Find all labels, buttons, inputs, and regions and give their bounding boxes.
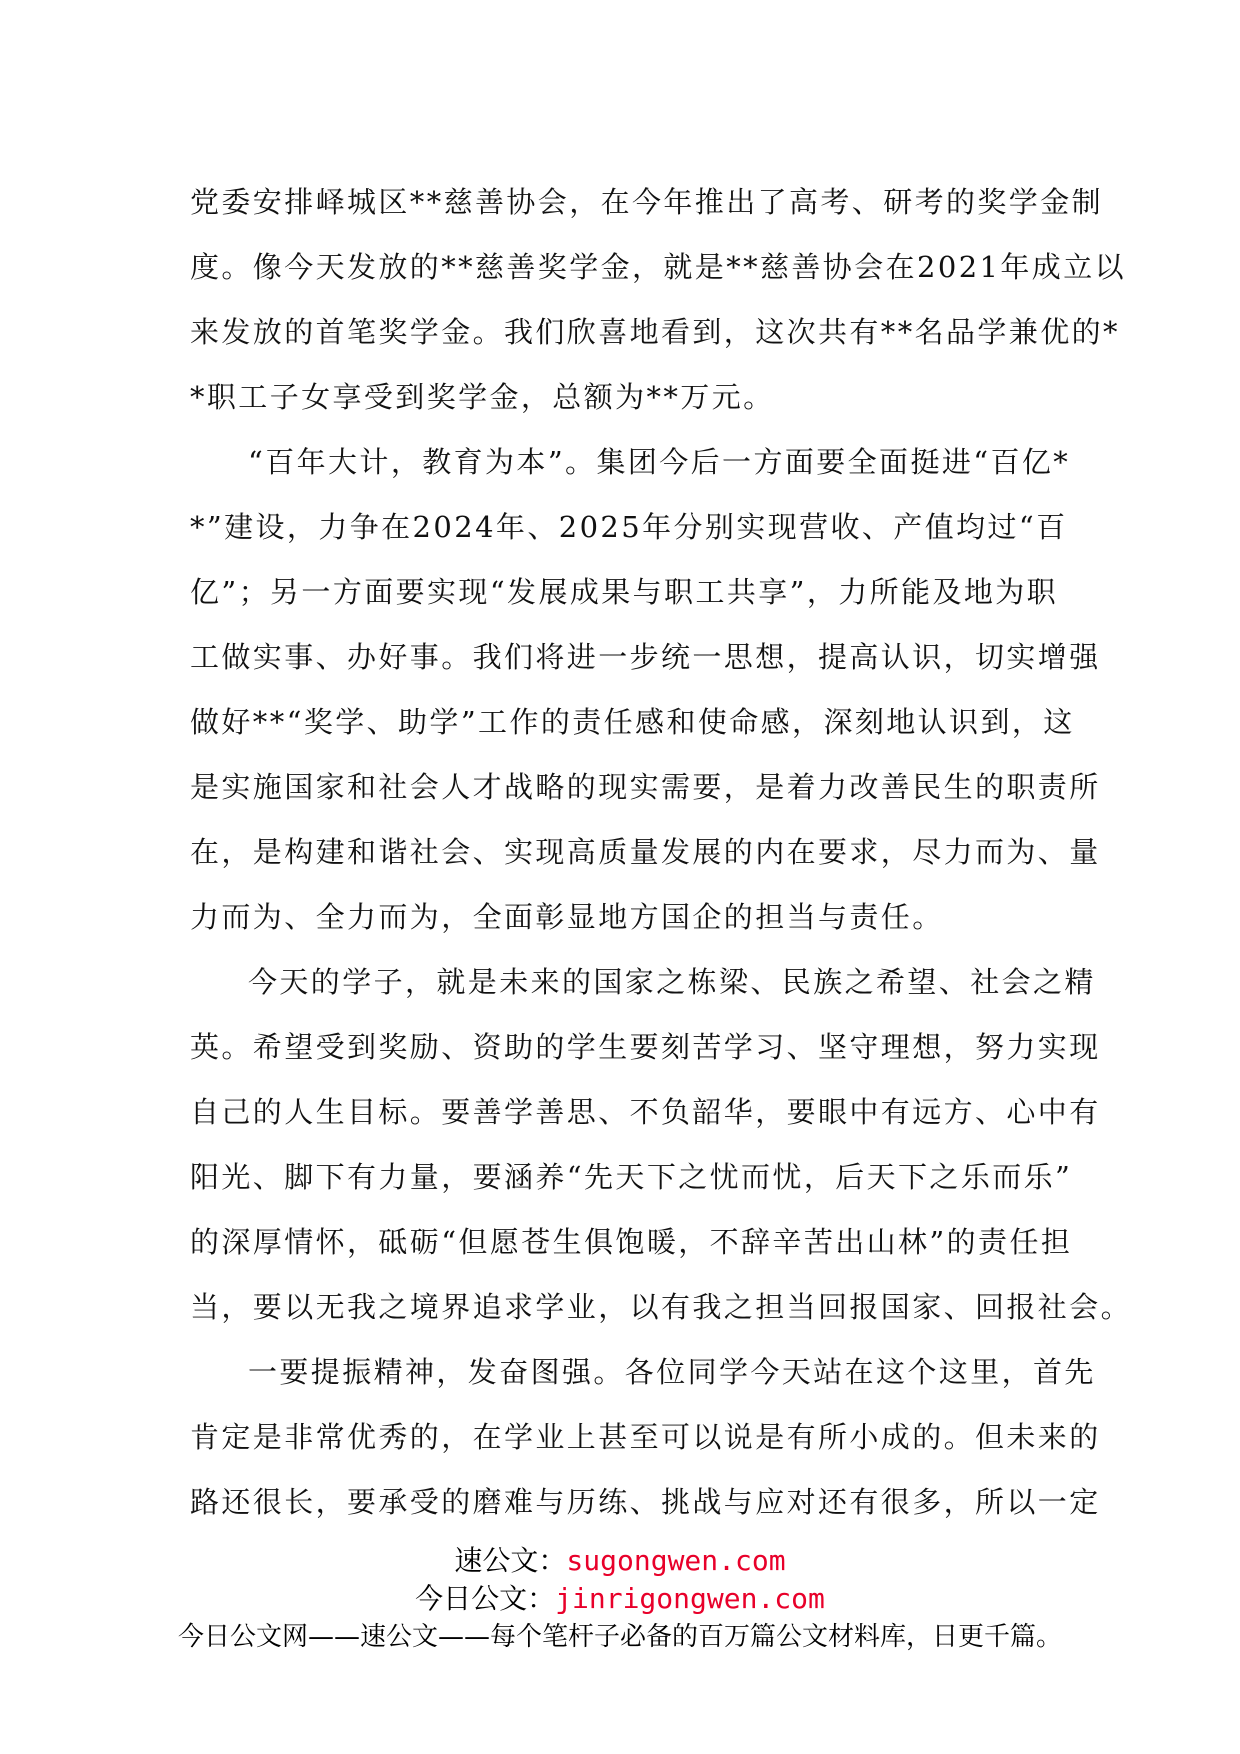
text-line: 肯定是非常优秀的，在学业上甚至可以说是有所小成的。但未来的 [190, 1420, 1101, 1454]
footer-slogan: 今日公文网——速公文——每个笔杆子必备的百万篇公文材料库，日更千篇。 [177, 1622, 1062, 1652]
paragraph-first-line: 一要提振精神，发奋图强。各位同学今天站在这个这里，首先 [248, 1355, 1096, 1389]
footer-label-jinrigongwen: 今日公文： [415, 1582, 556, 1615]
text-line: 工做实事、办好事。我们将进一步统一思想，提高认识，切实增强 [190, 640, 1101, 674]
footer-jinrigongwen [0, 1582, 1240, 1616]
footer-sugongwen [0, 1544, 1240, 1578]
text-line: 当，要以无我之境界追求学业，以有我之担当回报国家、回报社会。 [190, 1290, 1133, 1324]
text-line: 路还很长，要承受的磨难与历练、挑战与应对还有很多，所以一定 [190, 1485, 1101, 1519]
text-line: 度。像今天发放的**慈善奖学金，就是**慈善协会在2021年成立以 [190, 250, 1127, 284]
text-line: 自己的人生目标。要善学善思、不负韶华，要眼中有远方、心中有 [190, 1095, 1101, 1129]
paragraph-first-line: “百年大计，教育为本”。集团今后一方面要全面挺进“百亿* [248, 445, 1071, 479]
document-body [190, 170, 1133, 1535]
text-line: 是实施国家和社会人才战略的现实需要，是着力改善民生的职责所 [190, 770, 1101, 804]
text-line: 英。希望受到奖励、资助的学生要刻苦学习、坚守理想，努力实现 [190, 1030, 1101, 1064]
text-line: 阳光、脚下有力量，要涵养“先天下之忧而忧，后天下之乐而乐” [190, 1160, 1073, 1194]
paragraph-first-line: 今天的学子，就是未来的国家之栋梁、民族之希望、社会之精 [248, 965, 1096, 999]
text-line: 力而为、全力而为，全面彰显地方国企的担当与责任。 [190, 900, 944, 934]
text-line: 的深厚情怀，砥砺“但愿苍生俱饱暖，不辞辛苦出山林”的责任担 [190, 1225, 1073, 1259]
text-line: *”建设，力争在2024年、2025年分别实现营收、产值均过“百 [190, 510, 1068, 544]
text-line: 党委安排峄城区**慈善协会，在今年推出了高考、研考的奖学金制 [190, 185, 1104, 219]
text-line: 来发放的首笔奖学金。我们欣喜地看到，这次共有**名品学兼优的* [190, 315, 1120, 349]
text-line: 做好**“奖学、助学”工作的责任感和使命感，深刻地认识到，这 [190, 705, 1075, 739]
text-line: 在，是构建和谐社会、实现高质量发展的内在要求，尽力而为、量 [190, 835, 1101, 869]
text-line: 亿”；另一方面要实现“发展成果与职工共享”，力所能及地为职 [190, 575, 1059, 609]
footer-link-jinrigongwen[interactable]: jinrigongwen.com [555, 1582, 825, 1615]
text-line: *职工子女享受到奖学金，总额为**万元。 [190, 380, 775, 414]
footer-label-sugongwen: 速公文： [454, 1544, 567, 1577]
footer-link-sugongwen[interactable]: sugongwen.com [566, 1544, 786, 1577]
